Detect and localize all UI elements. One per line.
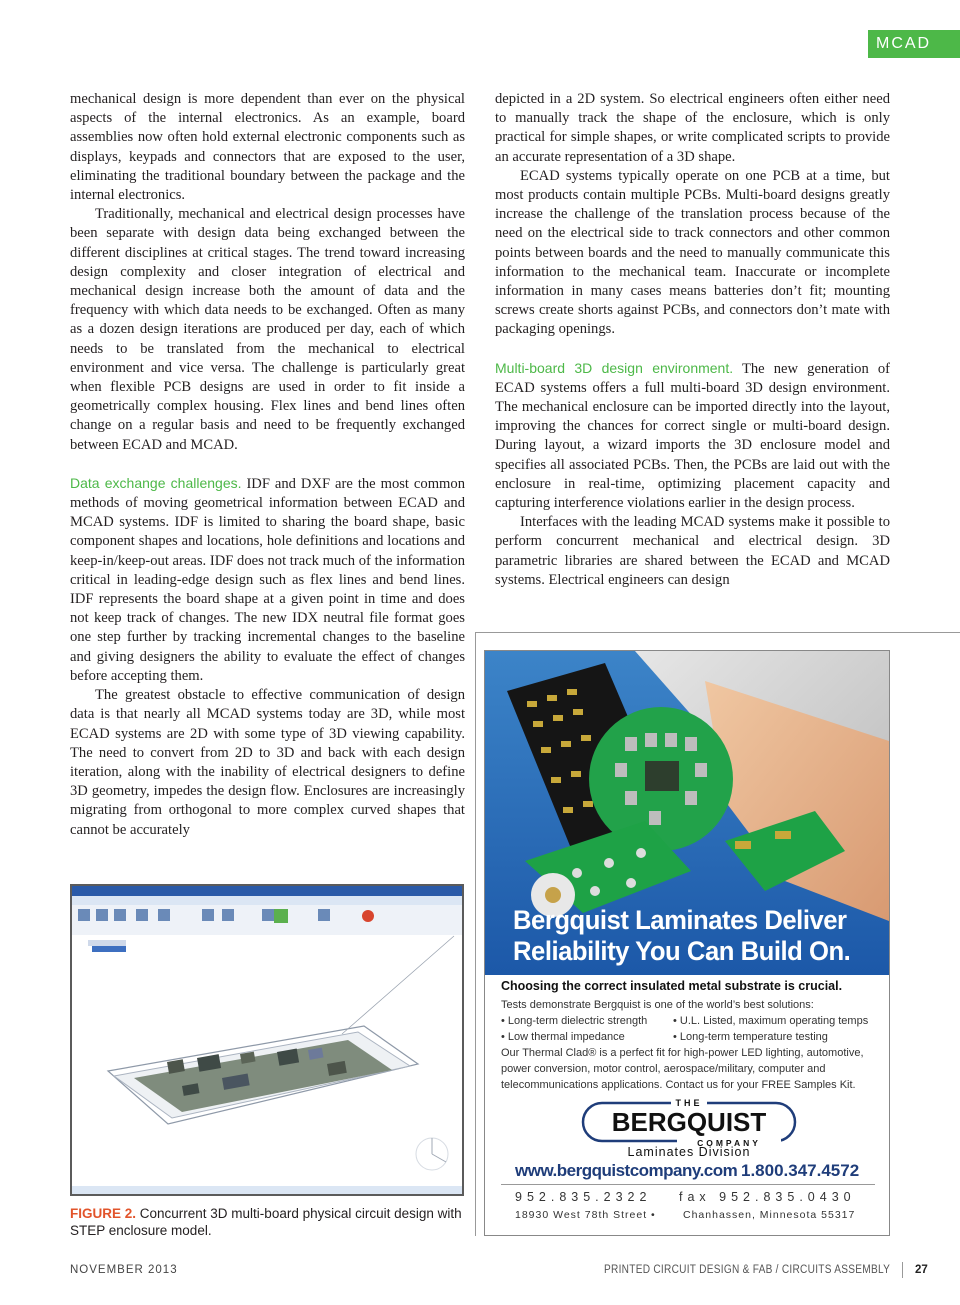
figure-caption <box>70 1205 470 1239</box>
ad-intro: Tests demonstrate Bergquist is one of the world’s best solutions: <box>501 999 814 1011</box>
right-paragraph-3 <box>495 359 890 514</box>
footer-date: NOVEMBER 2013 <box>70 1264 178 1276</box>
left-paragraph-2: Traditionally, mechanical and electrical design processes have been separate with design data being exchanged between the different disciplines at critical stages. The trend toward increasing design complexity and closer integration of electrical and mechanical design increase both the amount of data and the frequency with which data needs to be exchanged. Often as many as a dozen design iterations are produced per day, each of which needs to be translated from the mechanical to electrical environment and vice versa. The challenge is particularly great when flexible PCB designs are used in order to fit inside a geometrically complex housing. Flex lines and bend lines often change on a regular basis and need to be frequently exchanged between ECAD and MCAD. <box>70 206 465 453</box>
ad-website-link[interactable]: www.bergquistcompany.com <box>515 1161 738 1180</box>
ad-body <box>501 997 886 1093</box>
right-paragraph-3-text: The new generation of ECAD systems offers a full multi-board 3D design environment. The mechanical enclosure can be imported directly into the layout, improving the chances for correct single or multi-board design. During layout, a wizard imports the 3D enclosure model and specifies all associated PCBs. Then, the PCBs are laid out with the enclosure in real-time, optimizing placement capacity and capturing interference violations earlier in the design process. <box>495 360 890 512</box>
ad-phone: 952.835.2322 <box>515 1190 652 1204</box>
figure-screenshot <box>70 884 464 1196</box>
ad-address: 18930 West 78th Street • <box>515 1209 656 1221</box>
figure-label: FIGURE 2. <box>70 1206 137 1221</box>
ad-bullet: • Low thermal impedance <box>501 1031 625 1043</box>
left-column <box>70 90 465 840</box>
cad-application-screenshot <box>72 886 462 1194</box>
section-heading-multi-board: Multi-board 3D design environment. <box>495 359 734 376</box>
right-paragraph-4: Interfaces with the leading MCAD systems make it possible to perform concurrent mechanical and electrical design. 3D parametric libraries are shared between the ECAD and MCAD systems. Electrical engineers can design <box>495 514 890 588</box>
section-tag: MCAD <box>868 30 960 58</box>
ad-division: Laminates Division <box>627 1145 751 1159</box>
right-paragraph-2: ECAD systems typically operate on one PCB at a time, but most products contain multiple PCBs. Multi-board designs greatly increase the challenge of the translation process because of the need on the electrical side to track connectors and other common points between boards and the need to manually communicate this information to the mechanical team. Inaccurate or incomplete information in many cases means batteries don’t fit; mounting screws create shorts against PCBs, and connectors don’t mate with packaging openings. <box>495 167 890 338</box>
logo-name-text: BERGQUIST <box>611 1107 767 1137</box>
left-paragraph-3-text: IDF and DXF are the most common methods of moving geometrical information between ECAD and MCAD systems. IDF is limited to sharing the board shape, basic component shapes and locations, hole definitions and locations and keep-in/keep-out areas. IDF does not track much of the information critical in leading-edge design such as flex lines and bend lines. IDF represents the board shape at a given point in time and does not keep track of changes. The new IDX neutral file format goes one step further by tracking incremental changes to the baseline and giving designers the ability to evaluate the effect of changes before accepting them. <box>70 475 465 684</box>
advertisement <box>484 650 890 1236</box>
footer-publication: PRINTED CIRCUIT DESIGN & FAB / CIRCUITS ASSEMBLY <box>603 1264 890 1276</box>
ad-bullet: • Long-term temperature testing <box>673 1031 828 1043</box>
ad-fax: fax 952.835.0430 <box>679 1190 856 1204</box>
right-paragraph-1: depicted in a 2D system. So electrical engineers often either need to manually track the shape of the enclosure, which is only practical for simple shapes, or write complicated scripts to provide an accurate representation of a 3D shape. <box>495 91 890 165</box>
bergquist-logo <box>581 1097 797 1147</box>
right-column <box>495 90 890 590</box>
left-paragraph-4: The greatest obstacle to effective communication of design data is that nearly all MCAD systems today are 3D, while most ECAD systems are 2D with some type of 3D viewing capability. The need to convert from 2D to 3D and back with each design iteration, along with the inability of electrical designers to define 3D geometry, impedes the design flow. Enclosures are increasingly migrating from orthogonal to more complex curved shapes that cannot be accurately <box>70 687 465 838</box>
page-number: 27 <box>915 1264 928 1276</box>
ad-tollfree-phone: 1.800.347.4572 <box>741 1161 860 1180</box>
ad-bullet: • Long-term dielectric strength <box>501 1015 648 1027</box>
ad-rule-top <box>475 632 960 633</box>
ad-rule-left <box>475 632 476 1236</box>
logo-the-text: THE <box>675 1098 703 1108</box>
ad-headline <box>513 905 865 967</box>
ad-subheading: Choosing the correct insulated metal substrate is crucial. <box>501 979 843 993</box>
section-heading-data-exchange: Data exchange challenges. <box>70 474 242 491</box>
ad-headline-line-2: Reliability You Can Build On. <box>513 936 851 966</box>
left-paragraph-1: mechanical design is more dependent than ever on the physical aspects of the internal electronics. As an example, board assemblies now often hold external electronic components such as displays, keypads and connectors that are exposed to the user, eliminating the traditional boundary between the package and the internal electronics. <box>70 91 465 204</box>
left-paragraph-3 <box>70 474 465 686</box>
ad-city: Chanhassen, Minnesota 55317 <box>683 1209 856 1221</box>
ad-body-text: Our Thermal Clad® is a perfect fit for high-power LED lighting, automotive, power conversion, motor control, aerospace/military, computer and telecommunications applications. Contact us for your FREE Samples Kit. <box>501 1047 864 1091</box>
ad-divider <box>501 1184 875 1185</box>
ad-bullet: • U.L. Listed, maximum operating temps <box>673 1015 869 1027</box>
ad-headline-line-1: Bergquist Laminates Deliver <box>513 905 847 935</box>
logo-company-text: COMPANY <box>697 1138 761 1147</box>
footer-divider <box>902 1262 903 1278</box>
figure-caption-text: Concurrent 3D multi-board physical circuit design with STEP enclosure model. <box>70 1206 462 1238</box>
